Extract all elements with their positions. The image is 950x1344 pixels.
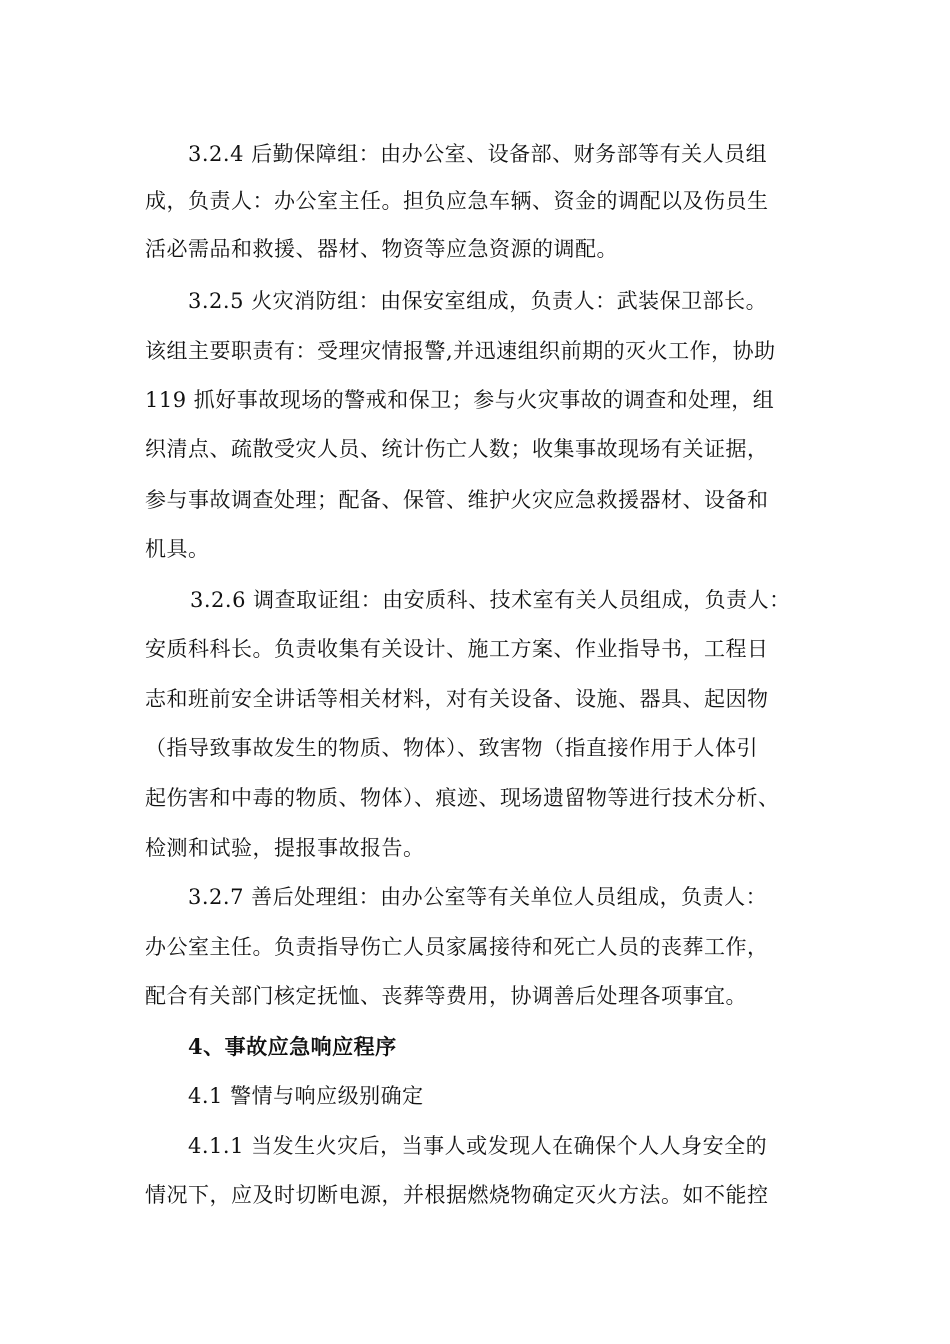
section-3-2-6-line-1: 3.2.6 调查取证组：由安质科、技术室有关人员组成，负责人： xyxy=(190,588,791,612)
section-3-2-4-line-3: 活必需品和救援、器材、物资等应急资源的调配。 xyxy=(145,237,618,261)
section-3-2-4-line-2: 成，负责人：办公室主任。担负应急车辆、资金的调配以及伤员生 xyxy=(145,189,769,213)
section-3-2-7-line-1: 3.2.7 善后处理组：由办公室等有关单位人员组成，负责人： xyxy=(188,885,768,909)
section-4-1-1-line-2: 情况下，应及时切断电源，并根据燃烧物确定灭火方法。如不能控 xyxy=(145,1183,769,1207)
section-3-2-5-line-6: 机具。 xyxy=(145,537,210,561)
section-3-2-5-line-1: 3.2.5 火灾消防组：由保安室组成，负责人：武装保卫部长。 xyxy=(188,289,768,313)
section-3-2-6-line-2: 安质科科长。负责收集有关设计、施工方案、作业指导书，工程日 xyxy=(145,637,769,661)
section-3-2-5-line-2: 该组主要职责有：受理灾情报警,并迅速组织前期的灭火工作，协助 xyxy=(145,339,776,363)
section-4-1-1-line-1: 4.1.1 当发生火灾后，当事人或发现人在确保个人人身安全的 xyxy=(188,1134,768,1158)
section-3-2-6-line-4: （指导致事故发生的物质、物体）、致害物（指直接作用于人体引 xyxy=(145,736,758,760)
section-3-2-7-line-3: 配合有关部门核定抚恤、丧葬等费用，协调善后处理各项事宜。 xyxy=(145,984,747,1008)
section-3-2-7-line-2: 办公室主任。负责指导伤亡人员家属接待和死亡人员的丧葬工作， xyxy=(145,935,769,959)
section-3-2-4-line-1: 3.2.4 后勤保障组：由办公室、设备部、财务部等有关人员组 xyxy=(188,142,768,166)
section-3-2-5-line-5: 参与事故调查处理；配备、保管、维护火灾应急救援器材、设备和 xyxy=(145,488,769,512)
section-3-2-6-line-5: 起伤害和中毒的物质、物体）、痕迹、现场遗留物等进行技术分析、 xyxy=(145,786,780,810)
section-4-1-heading: 4.1 警情与响应级别确定 xyxy=(188,1084,424,1108)
section-3-2-6-line-3: 志和班前安全讲话等相关材料，对有关设备、设施、器具、起因物 xyxy=(145,687,769,711)
section-4-heading: 4、事故应急响应程序 xyxy=(188,1034,397,1059)
section-3-2-6-line-6: 检测和试验，提报事故报告。 xyxy=(145,836,425,860)
section-3-2-5-line-3: 119 抓好事故现场的警戒和保卫；参与火灾事故的调查和处理，组 xyxy=(145,388,775,412)
section-3-2-5-line-4: 织清点、疏散受灾人员、统计伤亡人数；收集事故现场有关证据， xyxy=(145,437,769,461)
